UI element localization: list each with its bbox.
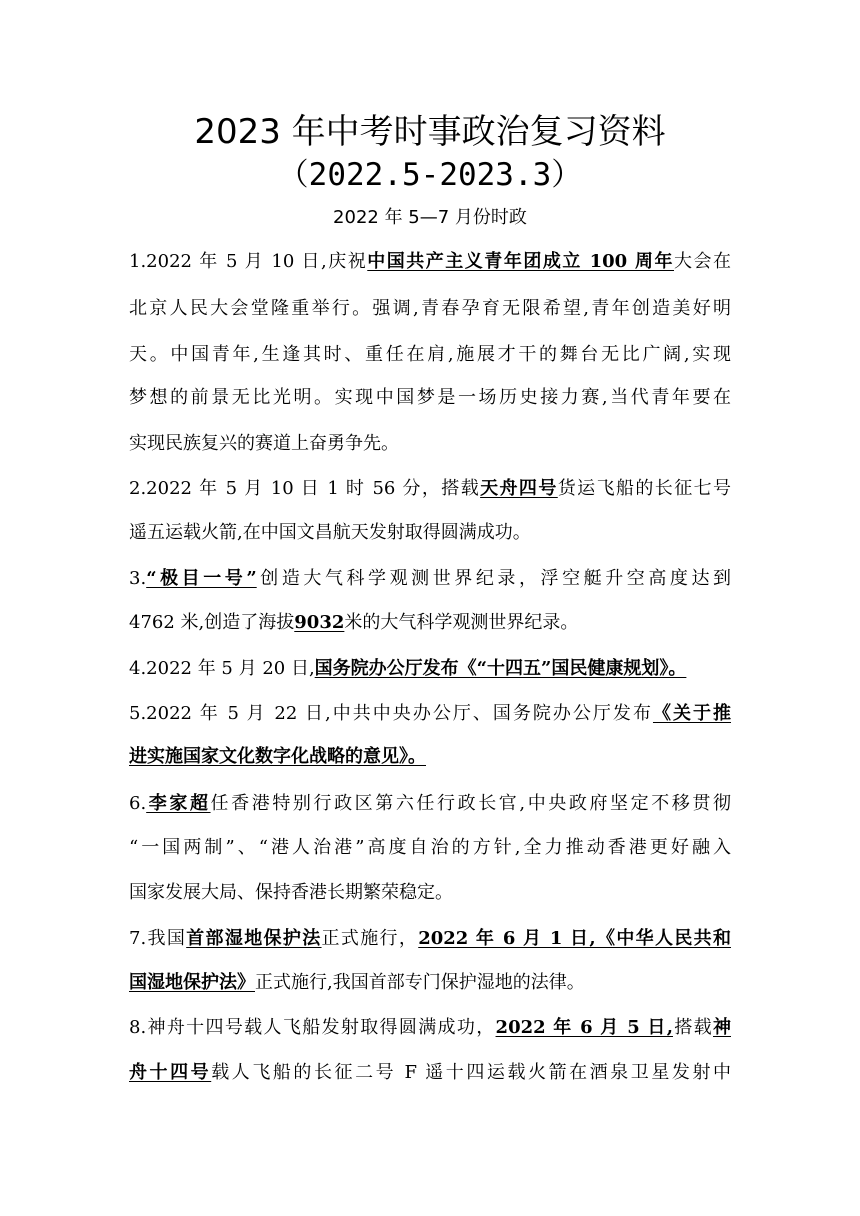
item-2-line-1: 2.2022 年 5 月 10 日 1 时 56 分，搭载天舟四号货运飞船的长征七号 xyxy=(129,478,731,499)
document-subtitle: （2022.5-2023.3） xyxy=(277,157,583,193)
keyword: 天舟四号 xyxy=(480,478,558,499)
keyword: 2022 年 6 月 5 日, xyxy=(495,1017,673,1038)
item-8-line-1: 8.神舟十四号载人飞船发射取得圆满成功，2022 年 6 月 5 日,搭载神 xyxy=(129,1017,731,1038)
keyword: 2022 年 6 月 1 日,《中华人民共和 xyxy=(418,928,731,949)
keyword: 国湿地保护法》 xyxy=(129,972,255,993)
keyword: 《关于推 xyxy=(652,703,731,724)
item-3-line-1: 3.“极目一号”创造大气科学观测世界纪录，浮空艇升空高度达到 xyxy=(129,568,731,589)
item-6-line-1: 6.李家超任香港特别行政区第六任行政长官,中央政府坚定不移贯彻 xyxy=(129,793,731,814)
keyword: “极目一号” xyxy=(146,568,257,589)
keyword: 中国共产主义青年团成立 100 周年 xyxy=(367,251,674,272)
item-1-line-4: 梦想的前景无比光明。实现中国梦是一场历史接力赛,当代青年要在 xyxy=(129,387,731,408)
item-2-line-2: 遥五运载火箭,在中国文昌航天发射取得圆满成功。 xyxy=(129,522,531,543)
keyword: 舟十四号 xyxy=(129,1062,212,1083)
item-5-line-2 xyxy=(129,745,731,769)
item-6-line-2: “一国两制”、“港人治港”高度自治的方针,全力推动香港更好融入 xyxy=(129,837,731,858)
item-6-line-3: 国家发展大局、保持香港长期繁荣稳定。 xyxy=(129,882,453,903)
item-5-line-1: 5.2022 年 5 月 22 日,中共中央办公厅、国务院办公厅发布《关于推 xyxy=(129,703,731,724)
item-3-line-2: 4762 米,创造了海拔9032米的大气科学观测世界纪录。 xyxy=(129,612,579,633)
item-7-line-1: 7.我国首部湿地保护法正式施行，2022 年 6 月 1 日,《中华人民共和 xyxy=(129,928,731,949)
item-1-line-1: 1.2022 年 5 月 10 日,庆祝中国共产主义青年团成立 100 周年大会在 xyxy=(129,251,731,272)
document-title: 2023 年中考时事政治复习资料 xyxy=(194,112,666,152)
item-1-line-3: 天。中国青年,生逢其时、重任在肩,施展才干的舞台无比广阔,实现 xyxy=(129,344,731,365)
keyword: 9032 xyxy=(294,612,345,633)
keyword: 国务院办公厅发布《“十四五”国民健康规划》。 xyxy=(314,658,687,679)
keyword: 神 xyxy=(713,1017,731,1038)
section-title: 2022 年 5—7 月份时政 xyxy=(333,207,527,228)
keyword: 李家超 xyxy=(146,793,211,814)
item-7-line-2: 国湿地保护法》正式施行,我国首部专门保护湿地的法律。 xyxy=(129,972,585,993)
item-1-line-5: 实现民族复兴的赛道上奋勇争先。 xyxy=(129,433,399,454)
item-1-line-2: 北京人民大会堂隆重举行。强调,青春孕育无限希望,青年创造美好明 xyxy=(129,298,731,319)
item-4-line-1: 4.2022 年 5 月 20 日,国务院办公厅发布《“十四五”国民健康规划》。 xyxy=(129,658,687,679)
item-8-line-2: 舟十四号载人飞船的长征二号 F 遥十四运载火箭在酒泉卫星发射中 xyxy=(129,1062,731,1083)
keyword: 进实施国家文化数字化战略的意见》。 xyxy=(129,746,426,767)
keyword: 首部湿地保护法 xyxy=(186,928,322,949)
